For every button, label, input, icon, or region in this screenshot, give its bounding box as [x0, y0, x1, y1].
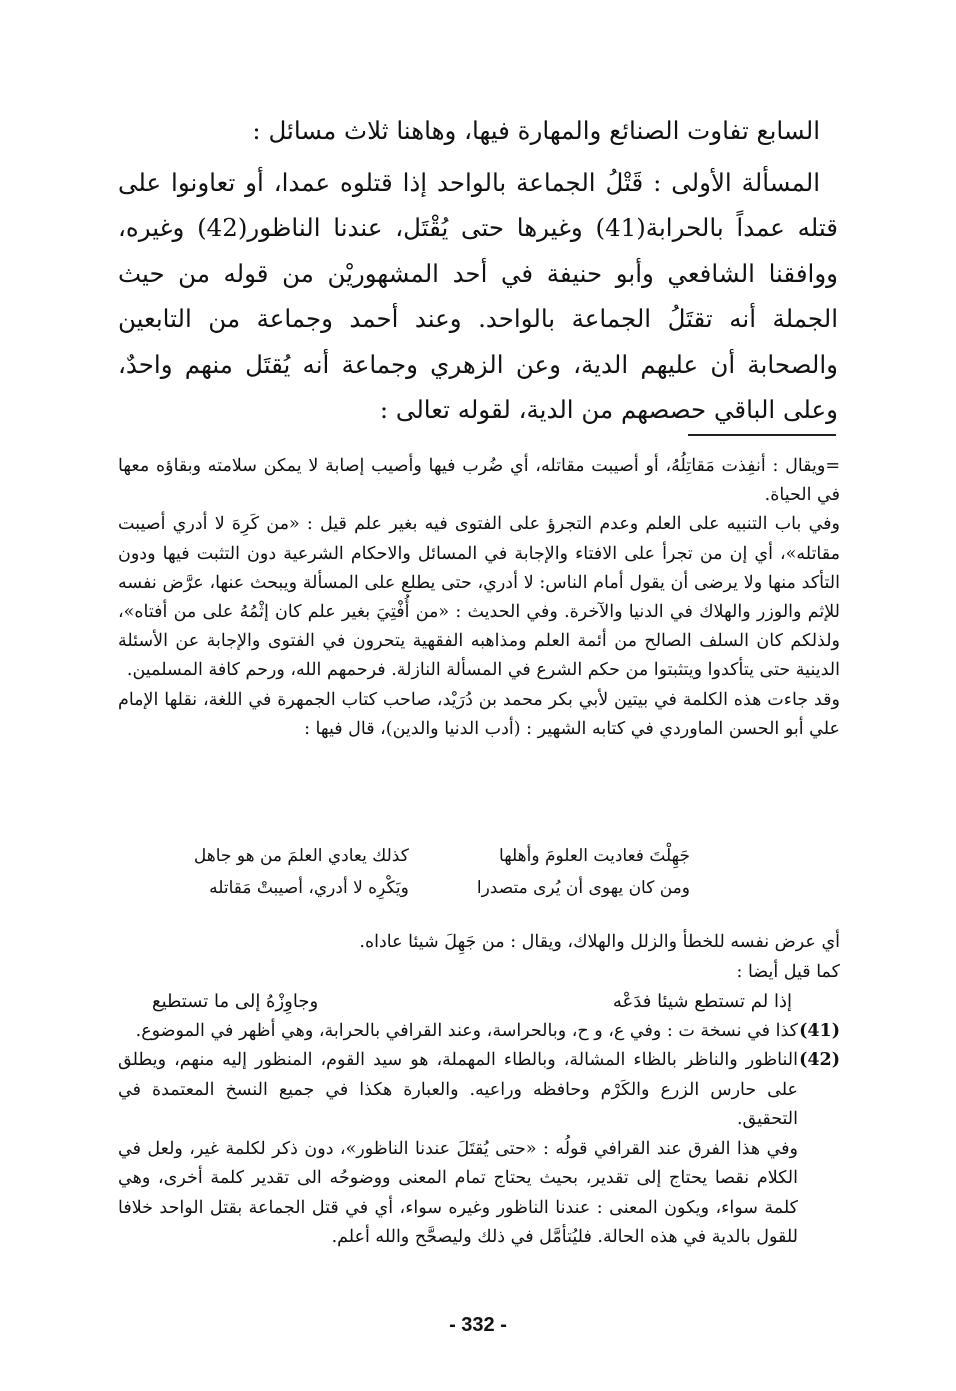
main-text-intro: السابع تفاوت الصنائع والمهارة فيها، وهاهنا ثلاث مسائل :	[252, 116, 820, 145]
verse-line	[140, 872, 700, 904]
footnote-separator	[688, 434, 836, 436]
footnote-text: الناظور والناظر بالظاء المشالة، وبالطاء المهملة، هو سيد القوم، المنظور إليه منهم، ويطلق على حارس الزرع والكَرْم وحافظه وراعيه. والعبارة هكذا في جميع النسخ المعتمدة في التحقيق.	[118, 1050, 798, 1129]
verse-hemistich: ومن كان يهوى أن يُرى متصدرا	[476, 878, 690, 898]
notes-continued	[118, 928, 840, 1253]
poem-verses	[140, 840, 700, 904]
verse-hemistich: جَهِلْتَ فعاديت العلومَ وأهلها	[499, 846, 690, 866]
verse-line	[140, 840, 700, 872]
verse-hemistich: ويَكْرِه لا أدري، أصيبتْ مَقاتله	[209, 878, 409, 898]
note-paragraph-c: أي عرض نفسه للخطأ والزلل والهلاك، ويقال : من جَهِلَ شيئا عاداه.	[359, 932, 840, 952]
note-paragraph-b: وقد جاءت هذه الكلمة في بيتين لأبي بكر محمد بن دُرَيْد، صاحب كتاب الجمهرة في اللغة، نقلها الإمام علي أبو الحسن الماوردي في كتابه الشهير : (أدب الدنيا والدين)، قال فيها :	[118, 689, 840, 739]
main-text-paragraph: المسألة الأولى : قَتْلُ الجماعة بالواحد إذا قتلوه عمدا، أو تعاونوا على قتله عمداً بالحرابة(41) وغيرها حتى يُقْتَل، عندنا الناظور(42) وغيره، ووافقنا الشافعي وأبو حنيفة في أحد المشهوريْن من قوله من حيث الجملة أنه تقتَلُ الجماعة بالواحد. وعند أحمد وجماعة من التابعين والصحابة أن عليهم الدية، وعن الزهري وجماعة أنه يُقتَل منهم واحدٌ، وعلى الباقي حصصهم من الدية، لقوله تعالى :	[118, 167, 838, 424]
footnote-41	[118, 1017, 840, 1047]
poem-hemistich-line	[152, 987, 792, 1017]
verse-hemistich: إذا لم تستطع شيئا فدَعْه	[612, 991, 792, 1012]
footnote-number: (42)	[799, 1050, 840, 1070]
main-text-block	[118, 108, 838, 433]
footnote-number: (41)	[799, 1020, 840, 1041]
note-paragraph-d: كما قيل أيضا :	[736, 961, 840, 982]
verse-hemistich: كذلك يعادي العلمَ من هو جاهل	[193, 846, 409, 866]
footnote-42-continued: وفي هذا الفرق عند القرافي قولُه : «حتى يُقتَلَ عندنا الناظور»، دون ذكر لكلمة غير، ولعل في الكلام نقصا يحتاج إلى تقدير، بحيث يحتاج تمام المعنى ووضوحُه الى تقدير كلمة أخرى، وهي كلمة سواء، ويكون المعنى : عندنا الناظور وغيره سواء، أي في قتل الجماعة بقتل الواحد خلافا للقول بالدية في هذه الحالة. فليُتأمَّل في ذلك وليصحَّح والله أعلم.	[118, 1138, 798, 1247]
notes-block	[118, 452, 840, 744]
footnote-42	[118, 1046, 840, 1135]
verse-hemistich: وجاوِزْهُ إلى ما تستطيع	[152, 991, 319, 1012]
page-number: - 332 -	[449, 1314, 507, 1336]
note-paragraph-a: وفي باب التنبيه على العلم وعدم التجرؤ على الفتوى فيه بغير علم قيل : «من كَرِهَ لا أدري أصيبت مقاتله»، أي إن من تجرأ على الافتاء والإجابة في المسائل والاحكام الشرعية دون التثبت فيها ودون التأكد منها ولا يرضى أن يقول أمام الناس: لا أدري، حتى يطلع على المسألة ويبحث عنها، عرَّض نفسه للإثم والوزر والهلاك في الدنيا والآخرة. وفي الحديث : «من أُفْتِيَ بغير علم كان إثْمُهُ على من أفتاه»، ولذلكم كان السلف الصالح من أئمة العلم ومذاهبه الفقهية يتحرون في الفتوى والإجابة عن الأسئلة الدينية حتى يتأكدوا ويتثبتوا من حكم الشرع في المسألة النازلة. فرحمهم الله، ورحم كافة المسلمين.	[118, 514, 840, 681]
footnote-text: كذا في نسخة ت : وفي ع، و ح، وبالحراسة، وعند القرافي بالحرابة، وهي أظهر في الموضوع.	[135, 1020, 798, 1041]
note-continuation: =ويقال : أنفِذت مَقاتِلُهُ، أو أصيبت مقاتله، أي ضُرب فيها وأصيب إصابة لا يمكن سلامته وبقاؤه معها في الحياة.	[118, 456, 840, 506]
